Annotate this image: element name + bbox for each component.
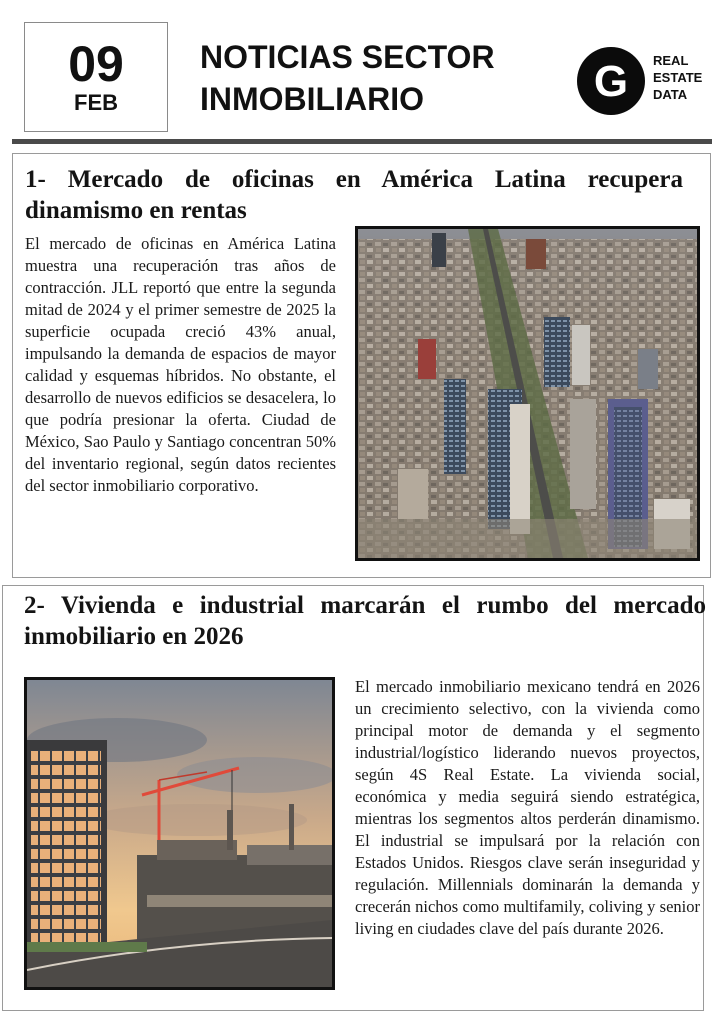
header-divider: [12, 139, 712, 144]
date-box: [24, 22, 168, 132]
logo-text-line-3: DATA: [653, 87, 688, 102]
logo-g-icon: [577, 47, 645, 115]
real-estate-data-logo: [577, 44, 707, 120]
aerial-city-skyline-photo: [355, 226, 700, 561]
date-month: FEB: [74, 90, 118, 115]
logo-text-line-1: REAL: [653, 53, 689, 68]
article-2-headline: 2- Vivienda e industrial marcarán el rumbo del mercado inmobiliario en 2026: [24, 592, 706, 650]
article-1-headline: 1- Mercado de oficinas en América Latina recupera dinamismo en rentas: [25, 166, 683, 224]
construction-crane-sunset-photo: [24, 677, 335, 990]
logo-text-line-2: ESTATE: [653, 70, 703, 85]
article-2-body: El mercado inmobiliario mexicano tendrá en 2026 un crecimiento selectivo, con la vivienda como principal motor de demanda y el segmento industrial/logístico liderando nuevos proyectos, según 4S Real Estate. La vivienda social, económica y media seguirá siendo estratégica, mientras los segmentos altos perderán dinamismo. El industrial se impulsará por la relación con Estados Unidos. Riesgos clave serán inseguridad y regulación. Millennials dominarán la demanda y crecerán nichos como multifamily, coliving y senior living en ciudades clave del país durante 2026.: [355, 677, 700, 938]
svg-text:G: G: [593, 57, 629, 106]
article-1-body: El mercado de oficinas en América Latina muestra una recuperación tras años de contracción. JLL reportó que entre la segunda mitad de 2024 y el primer semestre de 2025 la superficie ocupada creció 43% anual, impulsando la demanda de espacios de mayor calidad y esquemas híbridos. No obstante, el desarrollo de nuevos edificios se desacelera, lo que podría presionar la oferta. Ciudad de México, Sao Paulo y Santiago concentran 50% del inventario regional, según datos recientes del sector inmobiliario corporativo.: [25, 234, 336, 495]
page-title-line-2: INMOBILIARIO: [200, 81, 424, 117]
page-title-line-1: NOTICIAS SECTOR: [200, 39, 495, 75]
logo-text: [653, 52, 702, 103]
date-day: 09: [68, 36, 124, 92]
page-title: [200, 36, 560, 120]
